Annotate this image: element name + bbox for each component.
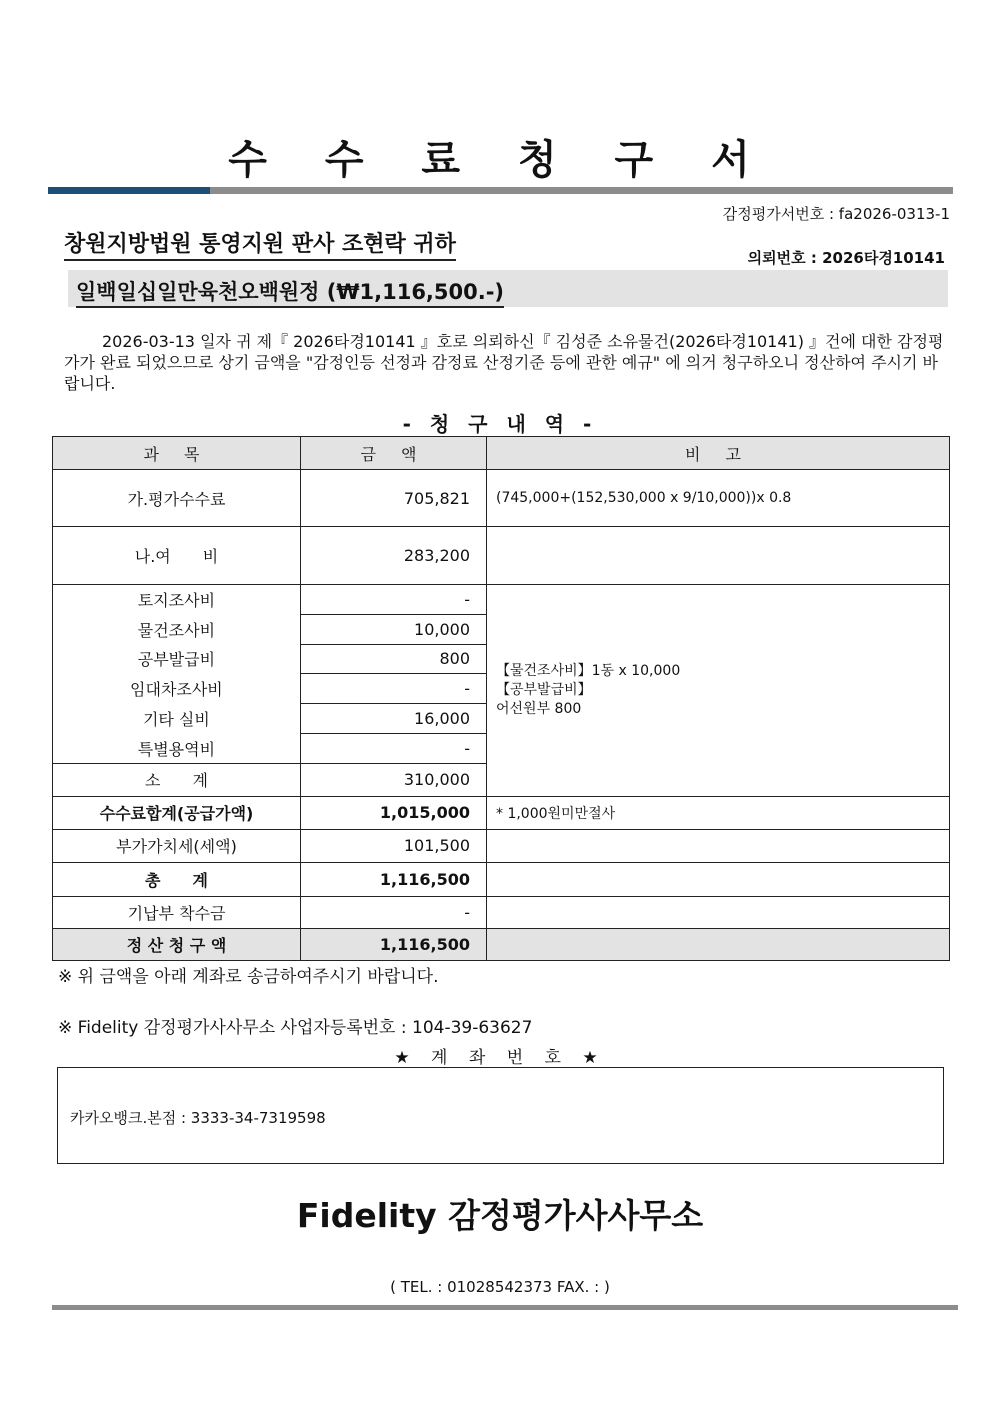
header-item: 과 목 xyxy=(53,437,301,470)
contact-info: ( TEL. : 01028542373 FAX. : ) xyxy=(390,1278,610,1296)
advance-row xyxy=(53,896,950,928)
grand-total-amount: 1,116,500 xyxy=(301,862,487,896)
vat-amount: 101,500 xyxy=(301,829,487,862)
fee-amount: 705,821 xyxy=(301,470,487,527)
expense-note-line: 【물건조사비】1동 x 10,000 xyxy=(496,662,681,679)
settlement-item: 정 산 청 구 액 xyxy=(53,928,301,960)
expense-amount: - xyxy=(464,738,470,758)
expense-item: 임대차조사비 xyxy=(53,674,300,704)
expense-note-line: 【공부발급비】 xyxy=(496,681,592,698)
top-rule-accent xyxy=(48,187,210,194)
expense-item: 공부발급비 xyxy=(53,644,300,674)
supply-total-row xyxy=(53,796,950,829)
registration-note: ※ Fidelity 감정평가사사무소 사업자등록번호 : 104-39-63627 xyxy=(58,1018,533,1038)
advance-item: 기납부 착수금 xyxy=(53,896,301,928)
expense-item: 특별용역비 xyxy=(53,733,300,762)
expense-amount: - xyxy=(300,585,486,614)
subtotal-amount: 310,000 xyxy=(301,763,487,796)
supply-total-item: 수수료합계(공급가액) xyxy=(53,796,301,829)
grand-total-item: 총 계 xyxy=(53,862,301,896)
vat-item: 부가가치세(세액) xyxy=(53,829,301,862)
header-amount: 금 액 xyxy=(301,437,487,470)
expense-note-line: 어선원부 800 xyxy=(496,700,582,717)
body-paragraph: 2026-03-13 일자 귀 제『 2026타경10141 』호로 의뢰하신『 김성준 소유물건(2026타경10141) 』건에 대한 감정평가가 완료 되었으므로 상기 금액을 "감정인등 선정과 감정료 산정기준 등에 관한 예규" 에 의거 청구하오니 정산하여 주시기 바랍니다. xyxy=(64,332,944,393)
expense-amount: - xyxy=(300,674,486,704)
expense-breakdown-row xyxy=(53,585,950,764)
supply-total-amount: 1,015,000 xyxy=(301,796,487,829)
table-row xyxy=(53,527,950,585)
vat-row xyxy=(53,829,950,862)
table-row xyxy=(53,470,950,527)
settlement-row xyxy=(53,928,950,960)
travel-note xyxy=(487,527,950,585)
advance-amount: - xyxy=(301,896,487,928)
grand-total-row xyxy=(53,862,950,896)
fee-note: (745,000+(152,530,000 x 9/10,000))x 0.8 xyxy=(487,470,950,527)
expense-note xyxy=(487,585,950,797)
expense-item: 물건조사비 xyxy=(53,614,300,644)
request-number: 의뢰번호 : 2026타경10141 xyxy=(747,249,945,267)
account-info: 카카오뱅크.본점 : 3333-34-7319598 xyxy=(70,1109,326,1127)
fee-table xyxy=(52,436,950,961)
expense-item: 토지조사비 xyxy=(53,585,300,614)
travel-amount: 283,200 xyxy=(301,527,487,585)
company-name: Fidelity 감정평가사사무소 xyxy=(296,1196,704,1235)
expense-amount: 800 xyxy=(300,644,486,674)
account-title: ★ 계 좌 번 호 ★ xyxy=(394,1048,606,1068)
amount-in-words: 일백일십일만육천오백원정 (₩1,116,500.-) xyxy=(76,276,504,308)
header-note: 비 고 xyxy=(487,437,950,470)
addressee: 창원지방법원 통영지원 판사 조현락 귀하 xyxy=(64,227,456,261)
expense-amount: 10,000 xyxy=(300,614,486,644)
travel-item: 나.여 비 xyxy=(53,527,301,585)
settlement-amount: 1,116,500 xyxy=(301,928,487,960)
bottom-rule xyxy=(52,1305,958,1310)
appraisal-number: 감정평가서번호 : fa2026-0313-1 xyxy=(722,205,950,223)
subtotal-item: 소 계 xyxy=(53,763,301,796)
expense-sublist xyxy=(53,585,486,763)
transfer-note: ※ 위 금액을 아래 계좌로 송금하여주시기 바랍니다. xyxy=(58,967,439,987)
document-title: 수 수 료 청 구 서 xyxy=(228,137,772,183)
supply-total-note: * 1,000원미만절사 xyxy=(487,796,950,829)
section-title: - 청 구 내 역 - xyxy=(402,412,598,436)
expense-amount: 16,000 xyxy=(300,704,486,734)
fee-item: 가.평가수수료 xyxy=(53,470,301,527)
expense-item: 기타 실비 xyxy=(53,704,300,734)
table-header-row xyxy=(53,437,950,470)
